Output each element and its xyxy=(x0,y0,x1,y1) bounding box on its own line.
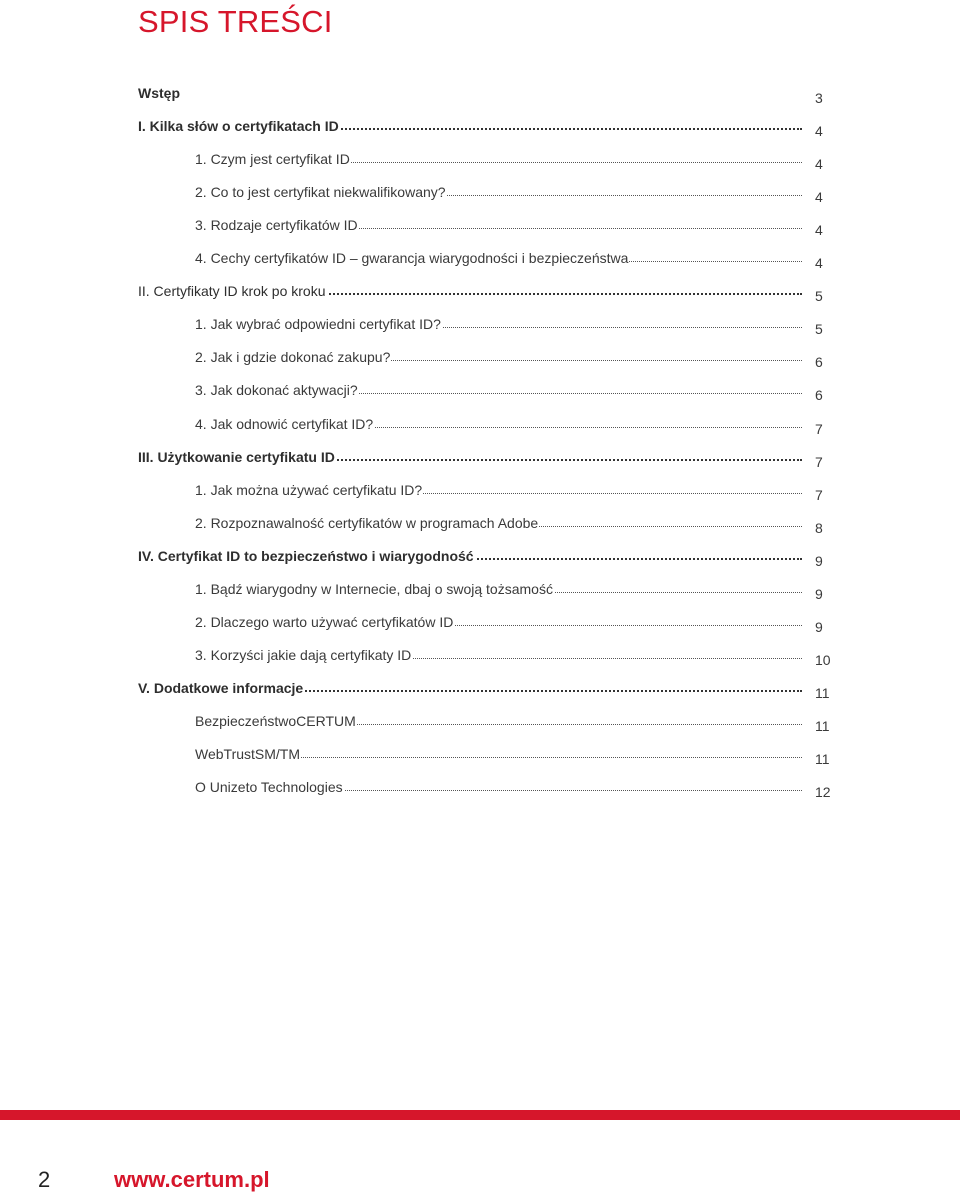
toc-entry-label: 2. Rozpoznawalność certyfikatów w programach Adobe xyxy=(195,514,539,531)
toc-entry[interactable] xyxy=(0,481,960,503)
toc-entry[interactable] xyxy=(0,613,960,635)
toc-page-number: 7 xyxy=(815,453,823,470)
toc-entry[interactable] xyxy=(0,348,960,370)
toc-entry[interactable] xyxy=(0,415,960,437)
toc-entry-label: 4. Jak odnowić certyfikat ID? xyxy=(195,415,374,432)
toc-page-number: 9 xyxy=(815,618,823,635)
toc-page-number: 3 xyxy=(815,90,823,106)
toc-page-number: 4 xyxy=(815,189,823,206)
toc-entry-label: 3. Rodzaje certyfikatów ID xyxy=(195,217,358,234)
toc-entry[interactable] xyxy=(0,745,960,767)
toc-entry-label: BezpieczeństwoCERTUM xyxy=(195,712,356,729)
toc-entry-label: V. Dodatkowe informacje xyxy=(138,679,304,696)
toc-page-number: 12 xyxy=(815,784,831,801)
toc-entry-label: 1. Czym jest certyfikat ID xyxy=(195,151,350,168)
toc-entry-label: I. Kilka słów o certyfikatach ID xyxy=(138,118,339,135)
toc-page-number: 4 xyxy=(815,123,823,140)
toc-page-number: 6 xyxy=(815,387,823,404)
toc-page-number: 6 xyxy=(815,354,823,371)
toc-page-number: 4 xyxy=(815,156,823,173)
toc-entry[interactable] xyxy=(0,514,960,536)
toc-entry-label: IV. Certyfikat ID to bezpieczeństwo i wiarygodność xyxy=(138,547,474,564)
toc-entry-label: 1. Bądź wiarygodny w Internecie, dbaj o swoją tożsamość xyxy=(195,580,553,597)
toc-entry[interactable] xyxy=(0,646,960,668)
toc-page-number: 11 xyxy=(815,751,830,767)
toc-page-number: 7 xyxy=(815,486,823,503)
website-link[interactable]: www.certum.pl xyxy=(114,1167,270,1192)
toc-entry[interactable] xyxy=(0,84,960,106)
toc-page-number: 7 xyxy=(815,420,823,437)
toc-page-number: 11 xyxy=(815,684,830,701)
toc-entry[interactable] xyxy=(0,117,960,139)
toc-entry-label: 2. Co to jest certyfikat niekwalifikowany? xyxy=(195,184,446,201)
toc-entry-label: 1. Jak można używać certyfikatu ID? xyxy=(195,481,423,498)
footer-divider xyxy=(0,1110,960,1120)
toc-page-number: 10 xyxy=(815,651,831,668)
toc-entry[interactable] xyxy=(0,315,960,337)
toc-entry[interactable] xyxy=(0,150,960,172)
toc-entry-label: 4. Cechy certyfikatów ID – gwarancja wiarygodności i bezpieczeństwa xyxy=(195,250,629,267)
toc-entry[interactable] xyxy=(0,679,960,701)
toc-entry[interactable] xyxy=(0,249,960,271)
page-number: 2 xyxy=(38,1167,51,1192)
toc-entry-label: O Unizeto Technologies xyxy=(195,779,343,796)
toc-page-number: 5 xyxy=(815,288,823,305)
toc-entry-label: Wstęp xyxy=(138,85,180,101)
toc-entry-label: 2. Jak i gdzie dokonać zakupu? xyxy=(195,349,391,366)
toc-entry[interactable] xyxy=(0,580,960,602)
toc-page-number: 9 xyxy=(815,585,823,602)
toc-entry[interactable] xyxy=(0,448,960,470)
toc-entry-label: 3. Korzyści jakie dają certyfikaty ID xyxy=(195,646,412,663)
toc-entry[interactable] xyxy=(0,183,960,205)
toc-page-number: 9 xyxy=(815,552,823,569)
toc-entry[interactable] xyxy=(0,778,960,800)
toc-entry[interactable] xyxy=(0,712,960,734)
toc-entry-label: WebTrustSM/TM xyxy=(195,746,301,762)
toc-entry-label: 1. Jak wybrać odpowiedni certyfikat ID? xyxy=(195,316,441,333)
toc-entry[interactable] xyxy=(0,282,960,304)
toc-entry[interactable] xyxy=(0,381,960,403)
toc-entry-label: 3. Jak dokonać aktywacji? xyxy=(195,382,358,399)
toc-page-number: 4 xyxy=(815,222,823,239)
toc-page-number: 11 xyxy=(815,717,830,734)
toc-entry-label: II. Certyfikaty ID krok po kroku xyxy=(138,283,326,300)
toc-page-number: 5 xyxy=(815,321,823,338)
page-title: SPIS TREŚCI xyxy=(138,4,333,39)
toc-page-number: 4 xyxy=(815,255,823,272)
toc-entry[interactable] xyxy=(0,216,960,238)
toc-page-number: 8 xyxy=(815,519,823,536)
toc-entry[interactable] xyxy=(0,547,960,569)
toc-entry-label: III. Użytkowanie certyfikatu ID xyxy=(138,448,335,465)
toc-entry-label: 2. Dlaczego warto używać certyfikatów ID xyxy=(195,613,454,630)
